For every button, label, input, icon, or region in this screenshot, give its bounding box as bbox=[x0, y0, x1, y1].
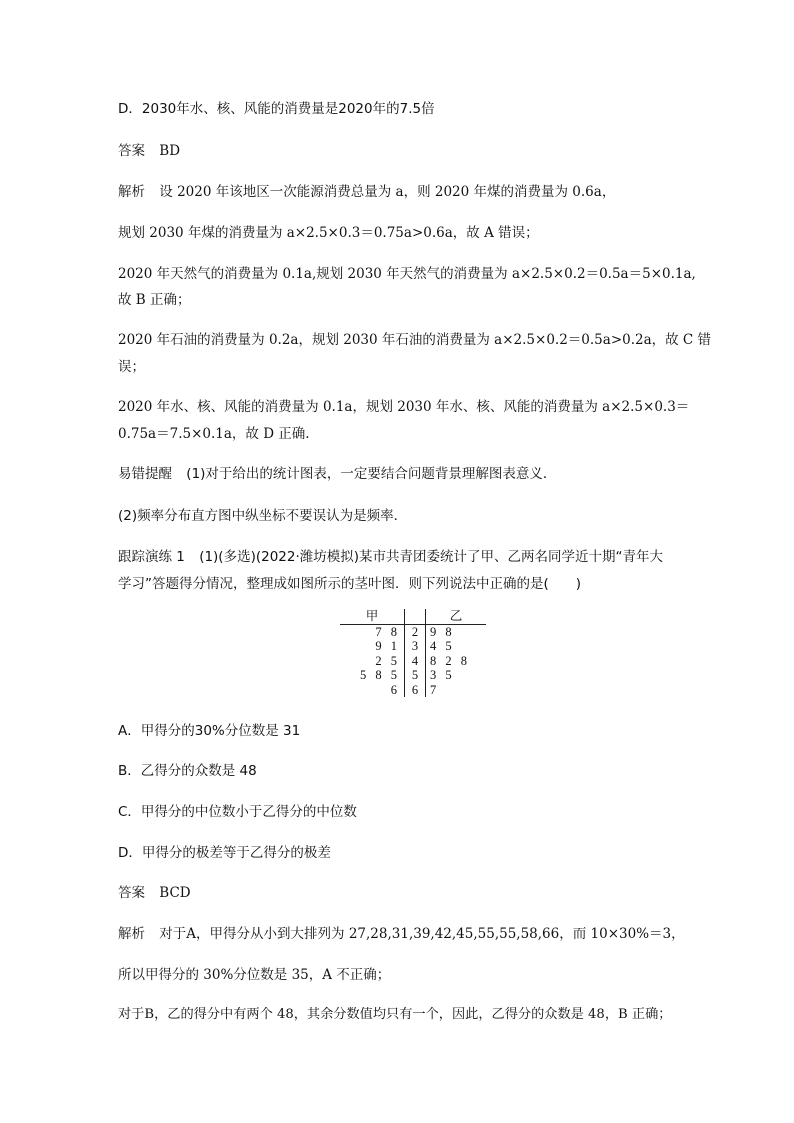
option-d: D．甲得分的极差等于乙得分的极差 bbox=[118, 845, 331, 861]
stem-leaf-row bbox=[340, 668, 486, 683]
stem-header bbox=[405, 609, 426, 624]
left-header: 甲 bbox=[340, 609, 405, 624]
analysis-2 bbox=[118, 922, 685, 942]
option-d-previous: D．2030年水、核、风能的消费量是2020年的7.5倍 bbox=[118, 101, 435, 117]
track-text-2: 学习”答题得分情况，整理成如图所示的茎叶图．则下列说法中正确的是( ) bbox=[118, 576, 582, 592]
right-header: 乙 bbox=[426, 609, 487, 624]
stem: 2 bbox=[405, 624, 426, 639]
analysis-line-7: 2020 年石油的消费量为 0.2a，规划 2030 年石油的消费量为 a×2.5×0.2＝0.5a>0.2a，故 C 错 bbox=[118, 332, 712, 348]
tip-2: (2)频率分布直方图中纵坐标不要误认为是频率． bbox=[118, 508, 408, 524]
right-leaves: 3 5 bbox=[430, 668, 455, 682]
analysis-line-21: 所以甲得分的 30%分位数是 35，A 不正确； bbox=[118, 967, 391, 983]
analysis-line-4: 规划 2030 年煤的消费量为 a×2.5×0.3＝0.75a>0.6a，故 A 错误； bbox=[118, 225, 539, 241]
right-leaves: 7 bbox=[430, 682, 440, 697]
stem-leaf-row bbox=[340, 639, 486, 654]
analysis-text: 设 2020 年该地区一次能源消费总量为 a，则 2020 年煤的消费量为 0.6a， bbox=[159, 184, 616, 200]
stem-leaf-header bbox=[340, 609, 486, 624]
answer-1 bbox=[118, 139, 180, 159]
answer-value: BCD bbox=[159, 885, 191, 901]
answer-label: 答案 bbox=[118, 885, 145, 901]
answer-value: BD bbox=[159, 143, 181, 159]
option-c: C．甲得分的中位数小于乙得分的中位数 bbox=[118, 804, 357, 820]
analysis-line-5: 2020 年天然气的消费量为 0.1a,规划 2030 年天然气的消费量为 a×2.5×0.2＝0.5a＝5×0.1a, bbox=[118, 266, 696, 282]
analysis-1 bbox=[118, 180, 615, 200]
stem: 6 bbox=[405, 683, 426, 698]
stem-leaf-row bbox=[340, 624, 486, 639]
answer-label: 答案 bbox=[118, 143, 145, 159]
analysis-label: 解析 bbox=[118, 184, 145, 200]
left-leaves: 6 bbox=[390, 682, 400, 697]
stem-leaf-row bbox=[340, 683, 486, 698]
track-text-1: (1)(多选)(2022·潍坊模拟)某市共青团委统计了甲、乙两名同学近十期“青年大 bbox=[199, 549, 664, 565]
right-leaves: 4 5 bbox=[430, 639, 455, 653]
stem: 3 bbox=[405, 639, 426, 654]
option-b: B．乙得分的众数是 48 bbox=[118, 763, 257, 779]
stem-leaf-plot bbox=[340, 609, 486, 697]
left-leaves: 2 5 bbox=[375, 653, 400, 668]
answer-2 bbox=[118, 881, 191, 901]
analysis-line-9: 2020 年水、核、风能的消费量为 0.1a，规划 2030 年水、核、风能的消费量为 a×2.5×0.3＝ bbox=[118, 399, 690, 415]
analysis-text: 对于A，甲得分从小到大排列为 27,28,31,39,42,45,55,55,58,66，而 10×30%＝3， bbox=[159, 926, 685, 942]
right-leaves: 8 2 8 bbox=[430, 653, 470, 668]
tip-label: 易错提醒 bbox=[118, 466, 172, 482]
stem: 5 bbox=[405, 668, 426, 683]
right-leaves: 9 8 bbox=[430, 624, 455, 639]
left-leaves: 5 8 5 bbox=[360, 668, 400, 682]
analysis-line-8: 误； bbox=[118, 359, 145, 375]
left-leaves: 9 1 bbox=[375, 639, 400, 653]
analysis-line-6: 故 B 正确； bbox=[118, 292, 191, 308]
analysis-line-22: 对于B，乙的得分中有两个 48，其余分数值均只有一个，因此，乙得分的众数是 48，B 正确； bbox=[118, 1007, 672, 1022]
option-a: A．甲得分的30%分位数是 31 bbox=[118, 723, 301, 739]
analysis-line-10: 0.75a＝7.5×0.1a，故 D 正确. bbox=[118, 426, 310, 442]
track-label: 跟踪演练 1 bbox=[118, 549, 185, 565]
track-exercise bbox=[118, 545, 663, 565]
analysis-label: 解析 bbox=[118, 926, 145, 942]
left-leaves: 7 8 bbox=[375, 624, 400, 639]
error-tip bbox=[118, 462, 556, 482]
stem: 4 bbox=[405, 654, 426, 669]
stem-leaf-row bbox=[340, 654, 486, 669]
tip-1: (1)对于给出的统计图表，一定要结合问题背景理解图表意义． bbox=[186, 466, 557, 482]
